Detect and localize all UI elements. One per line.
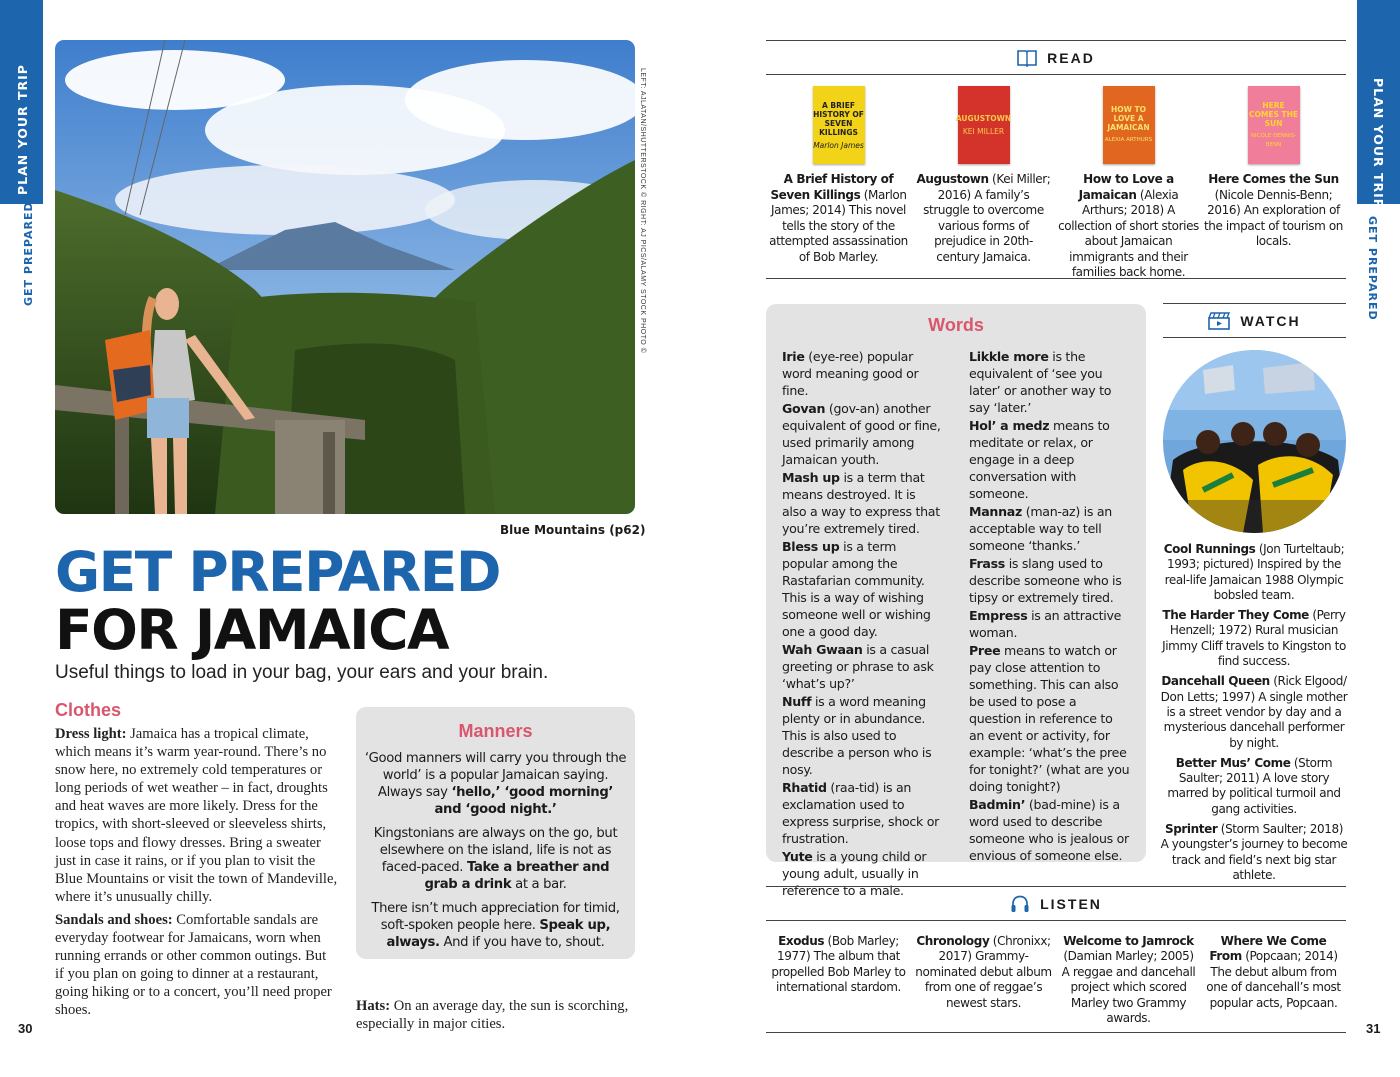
film-title: Sprinter — [1164, 822, 1218, 837]
word-definition: means to watch or pay close attention to something. This can also be used to pose a question in reference to an event or activity, for example: ‘what’s the pree for tonight?’ (what are you doing tonight?) — [969, 643, 1130, 794]
word-term: Rhatid — [782, 780, 827, 795]
sandals-text: Comfortable sandals are everyday footwear for Jamaicans, worn when running errands or other common outings. But if you plan on going to dinner at a restaurant, going hiking or to a concert, you’ll need proper shoes. — [55, 911, 332, 1019]
cover-author: KEI MILLER — [962, 127, 1005, 136]
word-entry — [969, 796, 1130, 864]
hats-text: On an average day, the sun is scorching, especially in major cities. — [356, 998, 629, 1033]
page-number-right: 31 — [1366, 1021, 1381, 1036]
book-item — [911, 86, 1056, 281]
tab-label-plan: PLAN YOUR TRIP — [15, 64, 30, 195]
read-divider — [766, 278, 1346, 279]
word-definition: is a word meaning plenty or in abundance. This is also used to describe a person who is nosy. — [782, 694, 932, 777]
photo-credit: LEFT: AJLATAN/SHUTTERSTOCK © RIGHT: AJ PICS/ALAMY STOCK PHOTO © — [639, 68, 646, 354]
word-term: Yute — [782, 849, 813, 864]
word-entry — [782, 348, 943, 399]
book-title: How to Love a Jamaican — [1078, 172, 1174, 202]
album-description: (Bob Marley; 1977) The album that propelled Bob Marley to international stardom. — [771, 934, 906, 995]
book-title: A Brief History of Seven Killings — [770, 172, 894, 202]
book-title: Here Comes the Sun — [1208, 172, 1339, 186]
word-term: Hol’ a medz — [969, 418, 1050, 433]
book-title: Augustown — [916, 172, 989, 186]
manners-highlight: Take a breather and grab a drink — [424, 860, 610, 892]
album-list — [766, 934, 1346, 1026]
word-entry — [969, 642, 1130, 795]
section-tab-plan — [0, 0, 43, 204]
manners-highlight: ‘hello,’ ‘good morning’ and ‘good night.’ — [434, 785, 614, 817]
word-term: Bless up — [782, 539, 840, 554]
dress-light-label: Dress light: — [55, 726, 127, 742]
word-definition: (gov-an) another equivalent of good or fine, used primarily among Jamaican youth. — [782, 401, 941, 467]
album-description: (Chronixx; 2017) Grammy-nominated debut album from one of reggae’s newest stars. — [915, 934, 1052, 1010]
film-item — [1160, 542, 1348, 603]
album-item — [766, 934, 911, 1026]
headphones-icon — [1010, 895, 1030, 913]
photo-caption: Blue Mountains (p62) — [500, 523, 646, 537]
word-entry — [969, 417, 1130, 502]
clothes-paragraph — [55, 725, 338, 906]
blue-mountains-illustration — [55, 40, 635, 514]
album-item — [1056, 934, 1201, 1026]
tab-label-get-prepared-right: GET PREPARED — [1366, 216, 1379, 321]
word-entry — [782, 779, 943, 847]
words-box — [766, 304, 1146, 898]
clapperboard-icon — [1208, 312, 1230, 330]
page-number-left: 30 — [18, 1021, 33, 1036]
album-item — [911, 934, 1056, 1026]
read-heading: READ — [1047, 49, 1095, 66]
cover-title: A BRIEF HISTORY OF SEVEN KILLINGS — [813, 100, 864, 137]
dress-light-text: Jamaica has a tropical climate, which means it’s warm year-round. There’s no snow here, no extremely cold temperatures or long periods of wet weather – in fact, droughts and heat waves are more likely. Dress for the tropics, with short-sleeved or sleeveless shirts, loose tops and flowy dresses. Bring a sweater just in case it rains, or if you plan to visit the Blue Mountains or visit the town of Mandeville, where it’s unusually chilly. — [55, 726, 338, 905]
film-item — [1160, 608, 1348, 669]
page-subtitle: Useful things to load in your bag, your ears and your brain. — [55, 662, 549, 683]
listen-divider — [766, 1032, 1346, 1033]
words-column-2 — [969, 348, 1130, 900]
book-list — [766, 86, 1346, 281]
word-definition: (raa-tid) is an exclamation used to express surprise, shock or frustration. — [782, 780, 940, 846]
book-description: (Marlon James; 2014) This novel tells the story of the attempted assassination of Bob Marley. — [769, 187, 908, 264]
film-item — [1160, 674, 1348, 750]
word-definition: is a term popular among the Rastafarian community. This is a way of wishing someone well or wishing one a good day. — [782, 539, 931, 639]
page-title-line2: FOR JAMAICA — [55, 598, 449, 662]
word-term: Wah Gwaan — [782, 642, 863, 657]
word-entry — [782, 538, 943, 640]
album-description: (Damian Marley; 2005) A reggae and dancehall project which scored Marley two Grammy awards. — [1061, 949, 1196, 1026]
film-title: The Harder They Come — [1162, 608, 1309, 623]
manners-text: And if you have to, shout. — [439, 935, 605, 950]
book-cover — [813, 86, 865, 164]
film-item — [1160, 756, 1348, 817]
book-icon — [1017, 49, 1037, 67]
word-term: Pree — [969, 643, 1001, 658]
word-term: Likkle more — [969, 349, 1049, 364]
word-definition: is a casual greeting or phrase to ask ‘what’s up?’ — [782, 642, 934, 691]
cover-author: Marlon James — [813, 140, 864, 150]
book-cover — [955, 86, 1012, 164]
manners-paragraph — [364, 825, 627, 893]
word-definition: is a term that means destroyed. It is also a way to express that you’re extremely tired. — [782, 470, 940, 536]
hats-paragraph — [356, 997, 636, 1033]
book-description: (Kei Miller; 2016) A family’s struggle to overcome various forms of prejudice in 20th-century Jamaica. — [923, 172, 1051, 264]
hats-label: Hats: — [356, 998, 391, 1014]
album-item — [1201, 934, 1346, 1026]
manners-paragraph — [364, 900, 627, 951]
side-tab-left — [0, 0, 43, 306]
word-term: Empress — [969, 608, 1028, 623]
book-item — [1201, 86, 1346, 281]
manners-text: There isn’t much appreciation for timid, soft-spoken people here. — [371, 901, 620, 933]
watch-heading: WATCH — [1240, 312, 1301, 329]
page-title-line1: GET PREPARED — [55, 540, 501, 604]
book-item — [1056, 86, 1201, 281]
album-title: Welcome to Jamrock — [1063, 934, 1194, 948]
film-description: (Storm Saulter; 2011) A love story marred by political turmoil and gang activities. — [1167, 755, 1341, 816]
words-column-1 — [782, 348, 943, 900]
film-description: (Rick Elgood/ Don Letts; 1997) A single mother is a street vendor by day and a mysterious dancehall performer by night. — [1160, 674, 1348, 750]
word-definition: is the equivalent of ‘see you later’ or another way to say ‘later.’ — [969, 349, 1112, 415]
word-entry — [782, 469, 943, 537]
film-description: (Storm Saulter; 2018) A youngster’s journey to become track and field’s next big star athlete. — [1160, 822, 1348, 882]
album-title: Chronology — [916, 934, 990, 948]
film-title: Better Mus’ Come — [1175, 755, 1291, 770]
film-item — [1160, 822, 1348, 883]
section-tab-plan-right — [1357, 0, 1400, 209]
word-definition: (man-az) is an acceptable way to tell someone ‘thanks.’ — [969, 504, 1112, 553]
manners-box — [356, 707, 635, 959]
word-entry — [969, 503, 1130, 554]
book-cover — [1248, 86, 1300, 164]
side-tab-right — [1357, 0, 1400, 321]
tab-label-get-prepared: GET PREPARED — [22, 201, 35, 306]
film-title: Dancehall Queen — [1161, 674, 1270, 689]
cover-title: HOW TO LOVE A JAMAICAN — [1107, 105, 1150, 132]
word-definition: (bad-mine) is a word used to describe someone who is jealous or envious of someone else. — [969, 797, 1129, 863]
word-term: Nuff — [782, 694, 812, 709]
word-entry — [782, 693, 943, 778]
book-description: (Nicole Dennis-Benn; 2016) An exploration of the impact of tourism on locals. — [1203, 187, 1344, 248]
film-description: (Jon Turteltaub; 1993; pictured) Inspired by the real-life Jamaican 1988 Olympic bobsled team. — [1164, 542, 1345, 602]
word-entry — [782, 400, 943, 468]
cover-author: NICOLE DENNIS-BENN — [1250, 132, 1297, 148]
read-section-header — [766, 40, 1346, 75]
word-term: Irie — [782, 349, 805, 364]
cool-runnings-photo — [1163, 350, 1346, 533]
word-term: Frass — [969, 556, 1005, 571]
words-heading: Words — [928, 315, 984, 335]
album-title: Where We Come From — [1209, 934, 1327, 964]
manners-text: Kingstonians are always on the go, but elsewhere on the island, life is not as faced-paced. — [373, 826, 618, 875]
watch-list — [1160, 542, 1348, 888]
word-definition: is a young child or young adult, usually in reference to a male. — [782, 849, 927, 898]
manners-paragraph — [364, 750, 627, 818]
manners-heading: Manners — [458, 721, 533, 741]
word-definition: is an attractive woman. — [969, 608, 1122, 640]
word-definition: is slang used to describe someone who is tipsy or extremely tired. — [969, 556, 1122, 605]
word-term: Mash up — [782, 470, 840, 485]
word-definition: (eye-ree) popular word meaning good or fine. — [782, 349, 919, 398]
manners-text: ‘Good manners will carry you through the world’ is a popular Jamaican saying. Always say — [364, 751, 627, 800]
word-definition: means to meditate or relax, or engage in a deep conversation with someone. — [969, 418, 1110, 501]
book-item — [766, 86, 911, 281]
listen-heading: LISTEN — [1040, 895, 1102, 912]
word-entry — [969, 348, 1130, 416]
sandals-label: Sandals and shoes: — [55, 911, 173, 928]
album-title: Exodus — [778, 934, 825, 948]
watch-section-header — [1163, 303, 1346, 338]
album-description: (Popcaan; 2014) The debut album from one of dancehall’s most popular acts, Popcaan. — [1206, 949, 1341, 1010]
clothes-text — [55, 725, 338, 1025]
film-title: Cool Runnings — [1163, 542, 1256, 556]
film-description: (Perry Henzell; 1972) Rural musician Jimmy Cliff travels to Kingston to find success. — [1162, 608, 1346, 669]
manners-highlight: Speak up, always. — [386, 918, 611, 950]
word-entry — [969, 607, 1130, 641]
word-entry — [782, 641, 943, 692]
word-term: Mannaz — [969, 504, 1022, 519]
manners-text: at a bar. — [511, 877, 567, 892]
bobsled-team-illustration — [1163, 350, 1346, 533]
clothes-heading: Clothes — [55, 700, 122, 720]
tab-label-plan-right: PLAN YOUR TRIP — [1371, 78, 1386, 209]
cover-author: ALEXIA ARTHURS — [1104, 137, 1153, 143]
listen-section-header — [766, 886, 1346, 921]
book-description: (Alexia Arthurs; 2018) A collection of short stories about Jamaican immigrants and their families back home. — [1058, 187, 1199, 279]
cover-title: HERE COMES THE SUN — [1249, 100, 1298, 128]
book-cover — [1103, 86, 1155, 164]
cover-title: AUGUSTOWN — [955, 114, 1012, 123]
word-term: Badmin’ — [969, 797, 1026, 812]
word-entry — [969, 555, 1130, 606]
hero-photo — [55, 40, 635, 514]
clothes-paragraph — [55, 911, 338, 1020]
word-term: Govan — [782, 401, 826, 416]
